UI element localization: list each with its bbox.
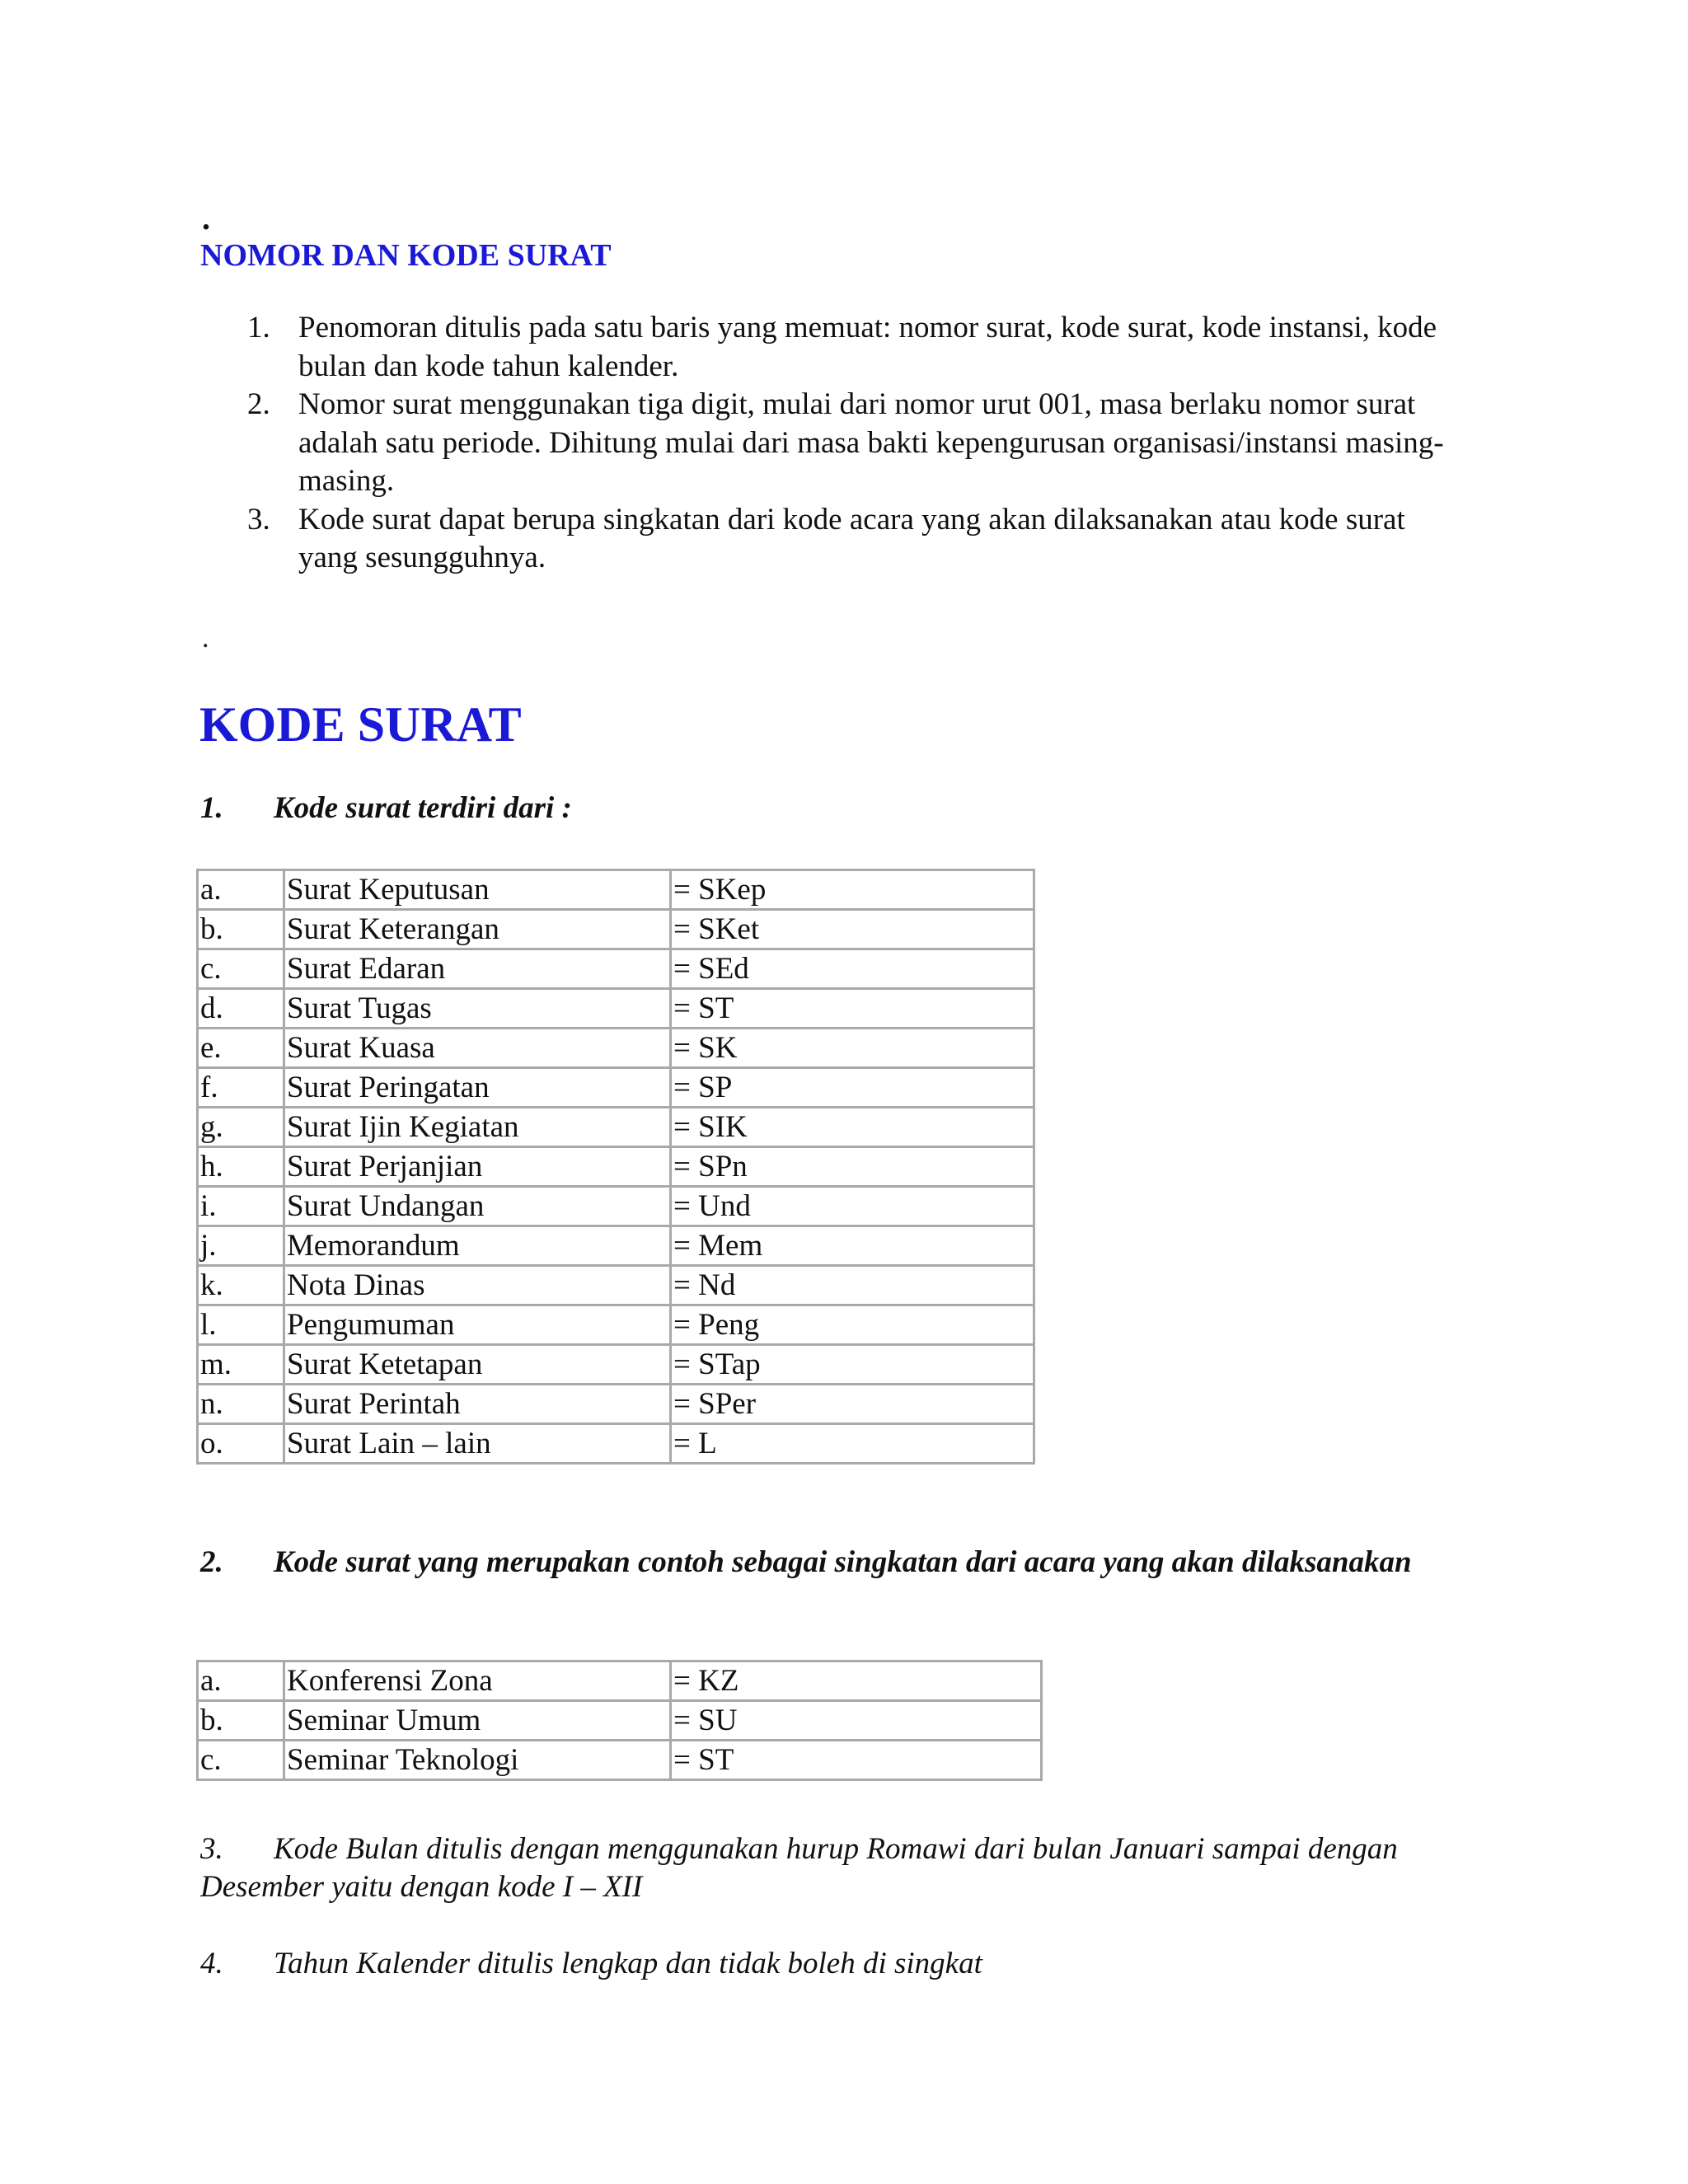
row-code: = KZ: [671, 1661, 1042, 1701]
table-row: [198, 1305, 1034, 1345]
section-2-heading: [200, 1544, 1486, 1582]
row-letter-type: Surat Edaran: [284, 949, 671, 989]
table-row: [198, 1226, 1034, 1266]
row-code: = Mem: [671, 1226, 1034, 1266]
row-code: = Und: [671, 1187, 1034, 1226]
section-text: Tahun Kalender ditulis lengkap dan tidak boleh di singkat: [274, 1947, 982, 1980]
row-code: = Nd: [671, 1266, 1034, 1305]
row-code: = SK: [671, 1029, 1034, 1068]
table-row: [198, 1345, 1034, 1385]
top-dot: .: [202, 199, 210, 237]
row-letter: n.: [198, 1385, 284, 1424]
section-text: Kode Bulan ditulis dengan menggunakan hurup Romawi dari bulan Januari sampai dengan Desember yaitu dengan kode I – XII: [200, 1832, 1398, 1904]
event-code-table: [196, 1660, 1043, 1781]
heading-nomor-dan-kode-surat: NOMOR DAN KODE SURAT: [200, 238, 612, 273]
section-text: Kode surat yang merupakan contoh sebagai singkatan dari acara yang akan dilaksanakan: [274, 1545, 1412, 1579]
row-code: = Peng: [671, 1305, 1034, 1345]
row-code: = SPer: [671, 1385, 1034, 1424]
row-letter: c.: [198, 1741, 284, 1780]
row-letter-type: Memorandum: [284, 1226, 671, 1266]
row-code: = SP: [671, 1068, 1034, 1108]
row-letter: g.: [198, 1108, 284, 1147]
section-number: 3.: [200, 1832, 223, 1866]
row-letter-type: Surat Lain – lain: [284, 1424, 671, 1464]
table-row: [198, 989, 1034, 1029]
row-letter-type: Nota Dinas: [284, 1266, 671, 1305]
row-letter: l.: [198, 1305, 284, 1345]
row-letter-type: Surat Peringatan: [284, 1068, 671, 1108]
row-letter: d.: [198, 989, 284, 1029]
row-letter-type: Surat Keputusan: [284, 870, 671, 910]
heading-kode-surat: KODE SURAT: [199, 697, 522, 752]
row-letter: b.: [198, 910, 284, 949]
table-row: [198, 1108, 1034, 1147]
row-code: = SU: [671, 1701, 1042, 1741]
row-letter: f.: [198, 1068, 284, 1108]
section-4-paragraph: [200, 1945, 1486, 1983]
row-letter: k.: [198, 1266, 284, 1305]
list-item-number: 3.: [247, 502, 270, 537]
row-letter: m.: [198, 1345, 284, 1385]
row-code: = SIK: [671, 1108, 1034, 1147]
numbered-list: [247, 309, 1467, 578]
row-letter: a.: [198, 1661, 284, 1701]
section-number: 4.: [200, 1947, 223, 1980]
table-row: [198, 870, 1034, 910]
table-row: [198, 1424, 1034, 1464]
list-item-text: Penomoran ditulis pada satu baris yang memuat: nomor surat, kode surat, kode instansi, kode bulan dan kode tahun kalender.: [298, 311, 1437, 383]
row-code: = SEd: [671, 949, 1034, 989]
row-letter-type: Surat Keterangan: [284, 910, 671, 949]
row-letter-type: Seminar Umum: [284, 1701, 671, 1741]
row-code: = ST: [671, 989, 1034, 1029]
table-row: [198, 1701, 1042, 1741]
row-letter: e.: [198, 1029, 284, 1068]
row-letter-type: Surat Perjanjian: [284, 1147, 671, 1187]
table-row: [198, 1741, 1042, 1780]
table-row: [198, 1266, 1034, 1305]
row-letter-type: Seminar Teknologi: [284, 1741, 671, 1780]
row-code: = SKet: [671, 910, 1034, 949]
letter-code-table: [196, 869, 1035, 1465]
table-row: [198, 1187, 1034, 1226]
row-code: = ST: [671, 1741, 1042, 1780]
table-row: [198, 910, 1034, 949]
section-1-heading: [200, 790, 1486, 827]
list-item-number: 1.: [247, 311, 270, 344]
table-row: [198, 949, 1034, 989]
row-letter-type: Surat Tugas: [284, 989, 671, 1029]
table-row: [198, 1147, 1034, 1187]
list-item: [247, 309, 1467, 386]
list-item: [247, 501, 1467, 578]
row-letter: i.: [198, 1187, 284, 1226]
row-letter: b.: [198, 1701, 284, 1741]
mid-dot: .: [202, 623, 209, 654]
list-item-number: 2.: [247, 387, 270, 421]
row-letter: c.: [198, 949, 284, 989]
list-item-text: Nomor surat menggunakan tiga digit, mulai dari nomor urut 001, masa berlaku nomor surat adalah satu periode. Dihitung mulai dari masa bakti kepengurusan organisasi/instansi masing-masing.: [298, 387, 1444, 498]
row-letter-type: Surat Undangan: [284, 1187, 671, 1226]
section-3-paragraph: [200, 1830, 1486, 1906]
row-letter: j.: [198, 1226, 284, 1266]
section-text: Kode surat terdiri dari :: [274, 791, 572, 825]
row-code: = STap: [671, 1345, 1034, 1385]
table-row: [198, 1385, 1034, 1424]
row-letter-type: Pengumuman: [284, 1305, 671, 1345]
list-item: [247, 386, 1467, 501]
row-letter: h.: [198, 1147, 284, 1187]
section-number: 1.: [200, 791, 223, 825]
list-item-text: Kode surat dapat berupa singkatan dari kode acara yang akan dilaksanakan atau kode surat yang sesungguhnya.: [298, 502, 1405, 574]
table-row: [198, 1029, 1034, 1068]
row-letter-type: Surat Ketetapan: [284, 1345, 671, 1385]
table-row: [198, 1068, 1034, 1108]
section-number: 2.: [200, 1545, 223, 1579]
row-letter-type: Konferensi Zona: [284, 1661, 671, 1701]
row-code: = L: [671, 1424, 1034, 1464]
row-letter-type: Surat Kuasa: [284, 1029, 671, 1068]
row-letter: o.: [198, 1424, 284, 1464]
row-code: = SKep: [671, 870, 1034, 910]
table-row: [198, 1661, 1042, 1701]
row-letter: a.: [198, 870, 284, 910]
row-letter-type: Surat Ijin Kegiatan: [284, 1108, 671, 1147]
row-code: = SPn: [671, 1147, 1034, 1187]
row-letter-type: Surat Perintah: [284, 1385, 671, 1424]
